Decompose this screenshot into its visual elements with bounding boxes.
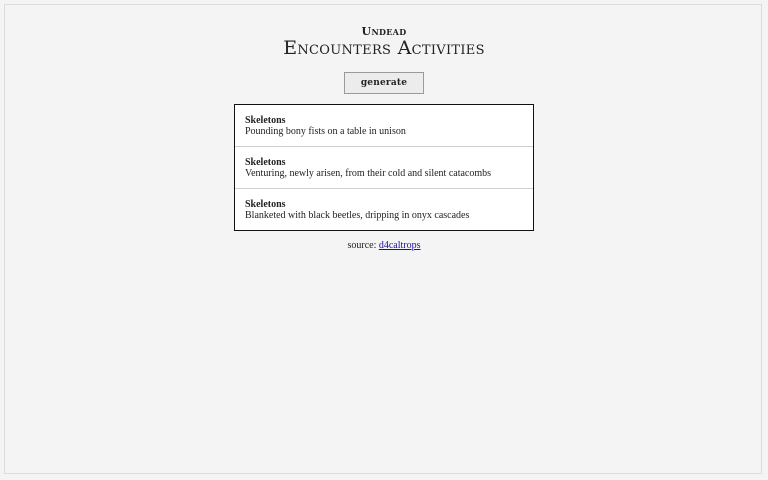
source-link[interactable]: d4caltrops xyxy=(378,240,421,251)
results-list xyxy=(234,104,534,231)
source-label: source: xyxy=(347,240,379,251)
result-name: Skeletons xyxy=(245,199,286,210)
result-description: Pounding bony fists on a table in unison xyxy=(245,126,406,137)
category-subtitle: Undead xyxy=(361,25,407,38)
result-name: Skeletons xyxy=(245,115,286,126)
result-description: Blanketed with black beetles, dripping in onyx cascades xyxy=(245,210,470,221)
source-attribution xyxy=(0,240,768,251)
list-item xyxy=(235,147,533,189)
page-title: Encounters Activities xyxy=(283,37,485,59)
list-item xyxy=(235,189,533,231)
list-item xyxy=(235,105,533,147)
result-name: Skeletons xyxy=(245,157,286,168)
generate-button[interactable]: generate xyxy=(344,72,424,94)
result-description: Venturing, newly arisen, from their cold and silent catacombs xyxy=(245,168,492,179)
